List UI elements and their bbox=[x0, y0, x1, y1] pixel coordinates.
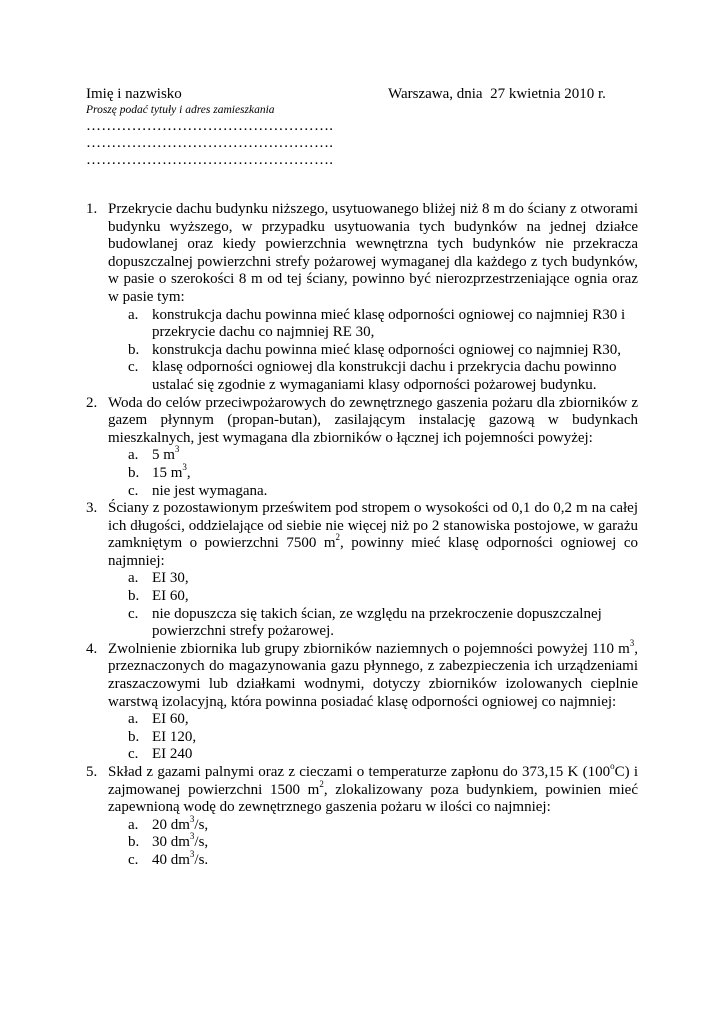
option-text: konstrukcja dachu powinna mieć klasę odporności ogniowej co najmniej R30 i przekrycie dachu co najmniej RE 30, bbox=[152, 306, 626, 341]
question-3 bbox=[86, 500, 638, 641]
question-5 bbox=[86, 761, 638, 870]
question-text-text-sup: 2 bbox=[335, 532, 341, 543]
option-text: 30 dm bbox=[152, 834, 190, 851]
option-letter: a. bbox=[128, 711, 139, 728]
option-letter: a. bbox=[128, 447, 139, 464]
option-letter: b. bbox=[128, 834, 140, 851]
option-letter: b. bbox=[128, 728, 140, 745]
dotted-line-3: …………………………………………. bbox=[86, 152, 334, 168]
question-text-text-after: , powinny mieć klasę odporności ogniowej co najmniej: bbox=[108, 535, 638, 569]
question-4 bbox=[86, 637, 638, 764]
question-number: 5. bbox=[86, 764, 98, 780]
answer-options bbox=[108, 307, 638, 395]
option-letter: c. bbox=[128, 359, 139, 376]
option-letter: c. bbox=[128, 851, 139, 868]
question-text bbox=[108, 500, 638, 570]
question-text-text-sup2: 2 bbox=[319, 778, 324, 789]
option-letter: b. bbox=[128, 588, 140, 605]
dotted-line-1: …………………………………………. bbox=[86, 118, 334, 134]
option-text-after: /s, bbox=[194, 834, 209, 851]
answer-option bbox=[108, 831, 638, 852]
option-letter: a. bbox=[128, 570, 139, 587]
answer-option bbox=[108, 729, 638, 747]
option-text: EI 60, bbox=[152, 711, 189, 728]
answer-option bbox=[108, 359, 638, 394]
answer-option bbox=[108, 483, 638, 501]
question-text-text: Woda do celów przeciwpożarowych do zewnętrznego gaszenia pożaru dla zbiorników z gazem płynnym (propan-butan), zasilającym instalację gazową w budynkach mieszkalnych, jest wymagana dla zbiorników o łącznej ich pojemności powyżej: bbox=[108, 394, 638, 446]
name-label: Imię i nazwisko bbox=[86, 86, 182, 102]
question-list bbox=[86, 201, 638, 870]
option-text-after: /s, bbox=[194, 816, 209, 833]
option-letter: a. bbox=[128, 306, 139, 323]
option-text: 20 dm bbox=[152, 816, 190, 833]
option-text: EI 120, bbox=[152, 728, 197, 745]
answer-option bbox=[108, 570, 638, 588]
answer-option bbox=[108, 444, 638, 465]
option-letter: c. bbox=[128, 482, 139, 499]
answer-option bbox=[108, 848, 638, 870]
option-text-after: /s. bbox=[194, 851, 209, 868]
answer-options bbox=[108, 711, 638, 764]
option-superscript: 3 bbox=[189, 813, 195, 824]
answer-option bbox=[108, 588, 638, 606]
answer-option bbox=[108, 746, 638, 764]
question-text bbox=[108, 637, 638, 711]
answer-options bbox=[108, 813, 638, 870]
question-text-text: Skład z gazami palnymi oraz z cieczami o temperaturze zapłonu do 373,15 K (100 bbox=[108, 764, 611, 780]
question-2 bbox=[86, 395, 638, 501]
dotted-line-2: …………………………………………. bbox=[86, 135, 334, 151]
answer-option bbox=[108, 342, 638, 360]
option-letter: b. bbox=[128, 464, 140, 481]
answer-options bbox=[108, 570, 638, 640]
option-text-after: , bbox=[186, 464, 191, 481]
option-letter: c. bbox=[128, 746, 139, 763]
answer-option bbox=[108, 813, 638, 835]
option-text: 15 m bbox=[152, 464, 183, 481]
option-superscript: 3 bbox=[189, 831, 195, 842]
question-text-text-after: , przeznaczonych do magazynowania gazu płynnego, z zabezpieczenia ich urządzeniami zraszaczowymi lub działkami wodnymi, dotyczy zbiorników izolowanych cieplnie warstwą izolacyjną, która powinna posiadać klasę odporności ogniowej co najmniej: bbox=[108, 640, 638, 710]
question-text-text-after2: , zlokalizowany poza budynkiem, powinien mieć zapewnioną wodę do zewnętrznego gaszenia pożaru w ilości co najmniej: bbox=[108, 781, 638, 816]
question-text bbox=[108, 761, 638, 817]
answer-options bbox=[108, 444, 638, 500]
question-number: 4. bbox=[86, 640, 98, 657]
question-text bbox=[108, 395, 638, 448]
option-text: EI 30, bbox=[152, 570, 189, 587]
sender-block bbox=[86, 86, 386, 169]
option-superscript: 3 bbox=[189, 848, 195, 859]
question-text bbox=[108, 201, 638, 307]
option-text: EI 60, bbox=[152, 588, 189, 605]
question-text-text: Zwolnienie zbiornika lub grupy zbiorników naziemnych o pojemności powyżej 110 m bbox=[108, 640, 630, 657]
question-text-text: Przekrycie dachu budynku niższego, usytuowanego bliżej niż 8 m do ściany z otworami budynku wyższego, w przypadku usytuowania tych budynków na jednej działce budowlanej oraz kiedy powierzchnia wewnętrzna tych budynków nie przekracza dopuszczalnej powierzchni strefy pożarowej wymaganej dla każdego z tych budynków, w pasie o szerokości 8 m od tej ściany, powinno być nierozprzestrzeniające ognia oraz w pasie tym: bbox=[108, 201, 638, 305]
option-text: nie dopuszcza się takich ścian, ze względu na przekroczenie dopuszczalnej powierzchni strefy pożarowej. bbox=[152, 605, 602, 640]
place-date: Warszawa, dnia 27 kwietnia 2010 r. bbox=[388, 86, 606, 102]
option-text: klasę odporności ogniowej dla konstrukcji dachu i przekrycia dachu powinno ustalać się zgodnie z wymaganiami klasy odporności pożarowej budynku. bbox=[152, 359, 617, 393]
option-superscript: 3 bbox=[174, 444, 180, 455]
question-number: 3. bbox=[86, 500, 98, 517]
answer-option bbox=[108, 461, 638, 483]
option-text: konstrukcja dachu powinna mieć klasę odporności ogniowej co najmniej R30, bbox=[152, 341, 622, 358]
option-text: nie jest wymagana. bbox=[152, 482, 268, 499]
answer-option bbox=[108, 606, 638, 641]
question-text-text-sup: 3 bbox=[629, 637, 635, 648]
question-text-text-after: C) i zajmowanej powierzchni 1500 m bbox=[108, 764, 638, 798]
question-1 bbox=[86, 201, 638, 395]
address-hint: Proszę podać tytuły i adres zamieszkania bbox=[86, 104, 275, 116]
answer-option bbox=[108, 711, 638, 729]
question-number: 2. bbox=[86, 394, 98, 411]
option-letter: a. bbox=[128, 816, 139, 833]
option-text: EI 240 bbox=[152, 746, 193, 763]
question-text-text-sup: o bbox=[610, 761, 615, 771]
option-letter: b. bbox=[128, 341, 140, 358]
option-text: 40 dm bbox=[152, 851, 190, 868]
option-letter: c. bbox=[128, 605, 139, 622]
question-text-text: Ściany z pozostawionym prześwitem pod stropem o wysokości od 0,1 do 0,2 m na całej ich długości, oddzielające od siebie nie więcej niż po 2 stanowiska postojowe, w garażu zamkniętym o powierzchni 7500 m bbox=[108, 500, 638, 552]
answer-option bbox=[108, 307, 638, 342]
option-text: 5 m bbox=[152, 447, 175, 464]
question-number: 1. bbox=[86, 201, 98, 217]
option-superscript: 3 bbox=[182, 461, 187, 472]
